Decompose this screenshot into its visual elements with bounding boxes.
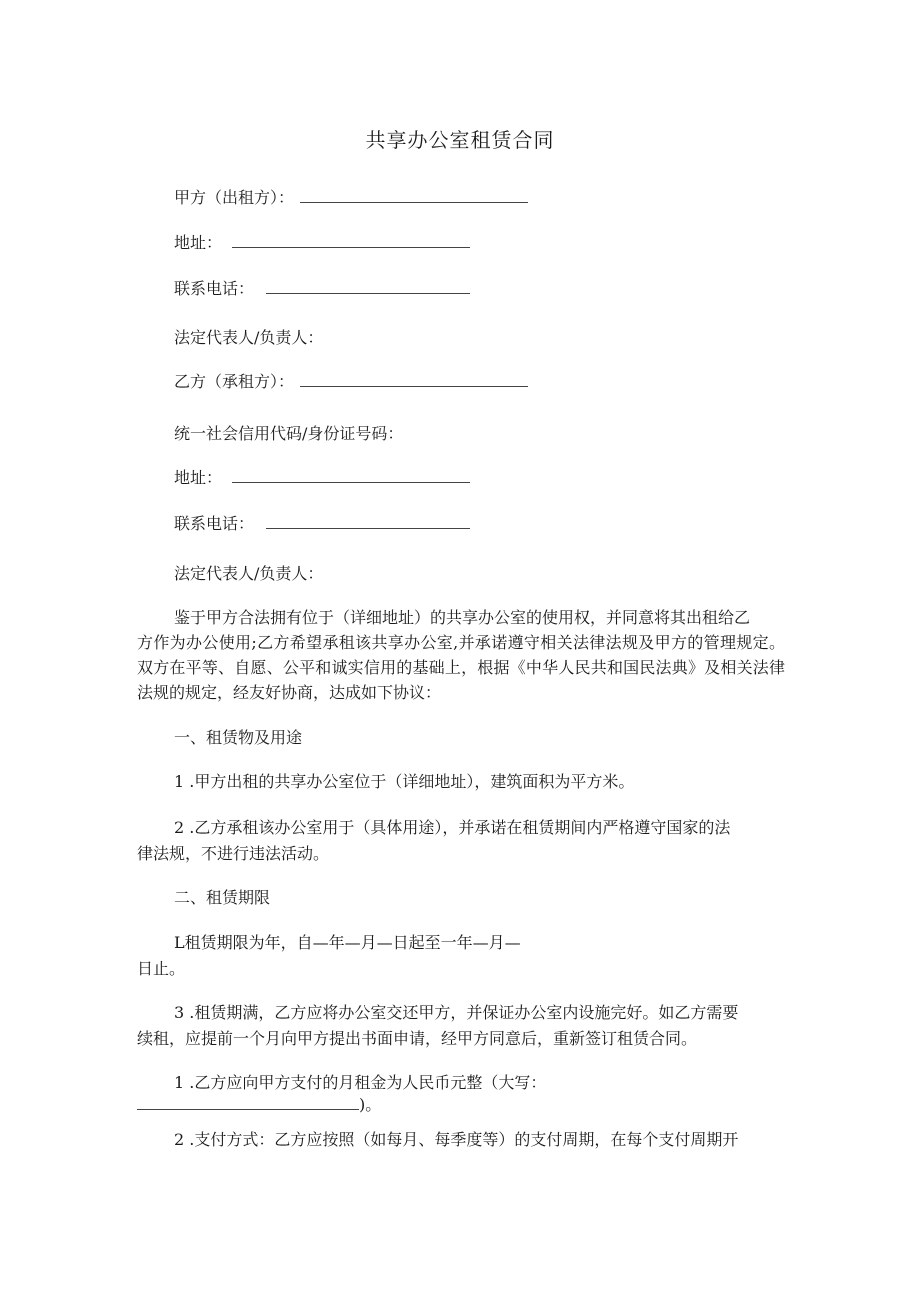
section-2-item-1-line-1: L租赁期限为年，自—年—月—日起至一年—月— [174, 933, 521, 952]
page-title: 共享办公室租赁合同 [365, 128, 555, 152]
preamble-body: 方作为办公使用;乙方希望承租该共享办公室,并承诺遵守相关法律法规及甲方的管理规定。双方在平等、自愿、公平和诚实信用的基础上，根据《中华人民共和国民法典》及相关法律法规的规定，经友好协商，达成如下协议： [137, 633, 785, 702]
party-b-label: 乙方（承租方）： [174, 372, 295, 391]
section-1-item-2-line-2: 律法规，不进行违法活动。 [137, 844, 330, 863]
party-b-rep-row [174, 563, 323, 585]
section-2-heading: 二、租赁期限 [174, 888, 271, 907]
party-a-rep-row [174, 327, 323, 349]
rent-item-2-line-1: 2 .支付方式：乙方应按照（如每月、每季度等）的支付周期，在每个支付周期开 [174, 1130, 739, 1149]
party-a-address-blank [232, 233, 470, 248]
party-a-row [174, 187, 528, 209]
rent-item-1-end: )。 [359, 1095, 382, 1114]
party-a-address-row [174, 232, 470, 254]
rent-amount-blank [137, 1095, 359, 1110]
section-2-item-1-line-2: 日止。 [137, 959, 186, 978]
party-b-row [174, 371, 528, 393]
party-a-phone-blank [266, 279, 470, 294]
party-b-id-row [174, 423, 403, 445]
party-b-id-label: 统一社会信用代码/身份证号码： [174, 424, 404, 443]
party-b-blank [300, 372, 528, 387]
party-b-address-row [174, 467, 470, 489]
party-b-address-label: 地址： [174, 468, 223, 487]
section-1-heading: 一、租赁物及用途 [174, 728, 303, 747]
party-b-phone-row [174, 513, 470, 535]
preamble [137, 605, 785, 705]
rent-item-1-line-1: 1 .乙方应向甲方支付的月租金为人民币元整（大写： [174, 1073, 547, 1092]
party-a-phone-row [174, 278, 470, 300]
party-b-rep-label: 法定代表人/负责人： [174, 564, 324, 583]
section-2-item-3-line-2: 续租，应提前一个月向甲方提出书面申请，经甲方同意后，重新签订租赁合同。 [137, 1029, 698, 1048]
preamble-first-line: 鉴于甲方合法拥有位于（详细地址）的共享办公室的使用权，并同意将其出租给乙 [174, 608, 751, 627]
party-b-phone-blank [266, 514, 470, 529]
party-a-address-label: 地址： [174, 233, 223, 252]
party-a-rep-label: 法定代表人/负责人： [174, 328, 324, 347]
party-a-blank [300, 188, 528, 203]
rent-item-1-line-2 [137, 1094, 381, 1116]
party-a-phone-label: 联系电话： [174, 279, 255, 298]
party-b-phone-label: 联系电话： [174, 514, 255, 533]
party-a-label: 甲方（出租方）： [174, 188, 295, 207]
section-1-item-2-line-1: 2 .乙方承租该办公室用于（具体用途），并承诺在租赁期间内严格遵守国家的法 [174, 818, 731, 837]
section-2-item-3-line-1: 3 .租赁期满，乙方应将办公室交还甲方，并保证办公室内设施完好。如乙方需要 [174, 1003, 739, 1022]
section-1-item-1: 1 .甲方出租的共享办公室位于（详细地址），建筑面积为平方米。 [174, 772, 635, 791]
party-b-address-blank [232, 468, 470, 483]
